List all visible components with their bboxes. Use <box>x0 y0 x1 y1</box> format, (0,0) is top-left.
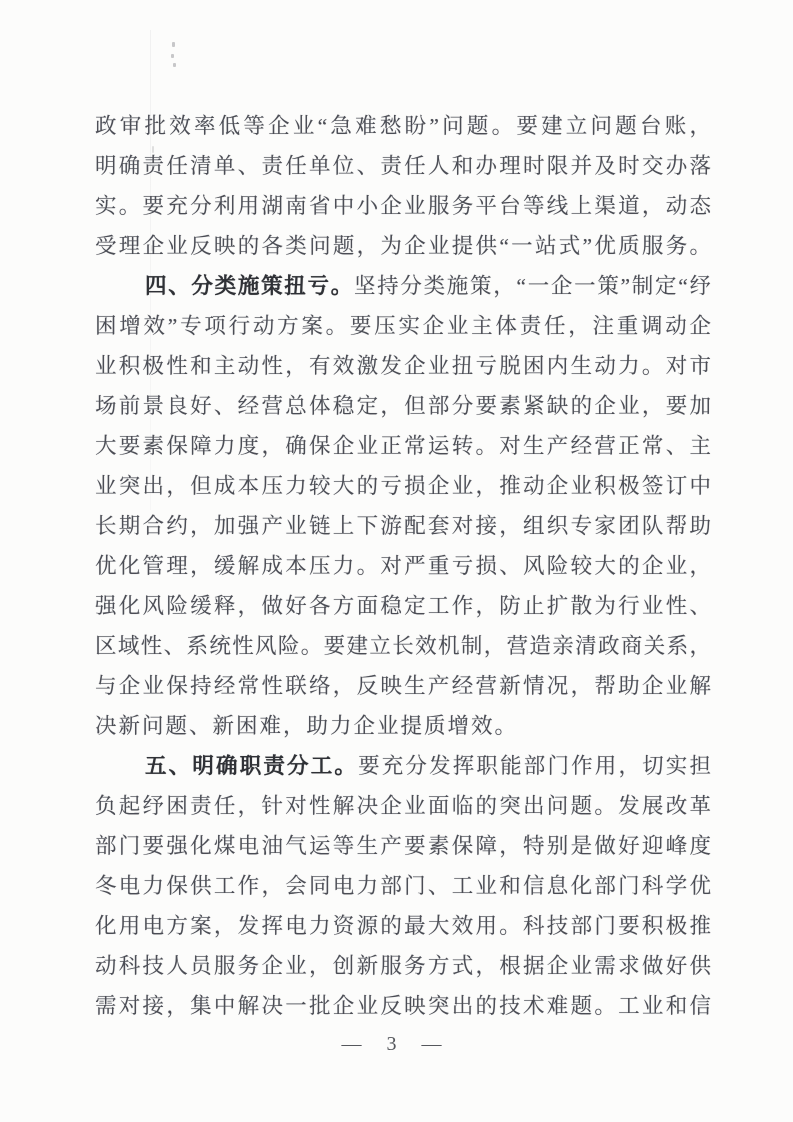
text-line: 区域性、系统性风险。要建立长效机制，营造亲清政商关系， <box>95 634 711 658</box>
text-line: 动科技人员服务企业，创新服务方式，根据企业需求做好供 <box>95 954 711 978</box>
scan-speckle <box>172 42 175 47</box>
section-5-first-line-text: 要充分发挥职能部门作用，切实担 <box>358 754 711 778</box>
text-line: 化用电方案，发挥电力资源的最大效用。科技部门要积极推 <box>95 914 711 938</box>
text-line: 与企业保持经常性联络，反映生产经营新情况，帮助企业解 <box>95 674 711 698</box>
text-line: 强化风险缓释，做好各方面稳定工作，防止扩散为行业性、 <box>95 594 711 618</box>
text-line-section4-first <box>95 266 711 306</box>
text-line: 负起纾困责任，针对性解决企业面临的突出问题。发展改革 <box>95 794 711 818</box>
text-line: 优化管理，缓解成本压力。对严重亏损、风险较大的企业， <box>95 554 711 578</box>
text-line: 大要素保障力度，确保企业正常运转。对生产经营正常、主 <box>95 434 711 458</box>
text-line: 冬电力保供工作，会同电力部门、工业和信息化部门科学优 <box>95 874 711 898</box>
text-line: 受理企业反映的各类问题，为企业提供“一站式”优质服务。 <box>95 234 711 258</box>
text-line: 部门要强化煤电油气运等生产要素保障，特别是做好迎峰度 <box>95 834 711 858</box>
body-text-block <box>95 106 711 1026</box>
text-line-section5-first <box>95 746 711 786</box>
text-line: 业突出，但成本压力较大的亏损企业，推动企业积极签订中 <box>95 474 711 498</box>
text-line: 场前景良好、经营总体稳定，但部分要素紧缺的企业，要加 <box>95 394 711 418</box>
section-5-heading: 五、明确职责分工。 <box>145 754 359 778</box>
text-line: 业积极性和主动性，有效激发企业扭亏脱困内生动力。对市 <box>95 354 711 378</box>
page-number: — 3 — <box>341 1033 452 1055</box>
text-line: 长期合约，加强产业链上下游配套对接，组织专家团队帮助 <box>95 514 711 538</box>
scan-speckle <box>173 63 176 67</box>
text-line: 需对接，集中解决一批企业反映突出的技术难题。工业和信 <box>95 994 711 1018</box>
section-4-first-line-text: 坚持分类施策，“一企一策”制定“纾 <box>353 274 711 298</box>
text-line-paragraph-end: 决新问题、新困难，助力企业提质增效。 <box>95 714 519 738</box>
scan-speckle <box>171 54 174 58</box>
text-line: 困增效”专项行动方案。要压实企业主体责任，注重调动企 <box>95 314 711 338</box>
section-4-heading: 四、分类施策扭亏。 <box>145 274 354 298</box>
text-line: 实。要充分利用湖南省中小企业服务平台等线上渠道，动态 <box>95 194 711 218</box>
text-line: 明确责任清单、责任单位、责任人和办理时限并及时交办落 <box>95 154 711 178</box>
text-line: 政审批效率低等企业“急难愁盼”问题。要建立问题台账， <box>95 114 711 138</box>
